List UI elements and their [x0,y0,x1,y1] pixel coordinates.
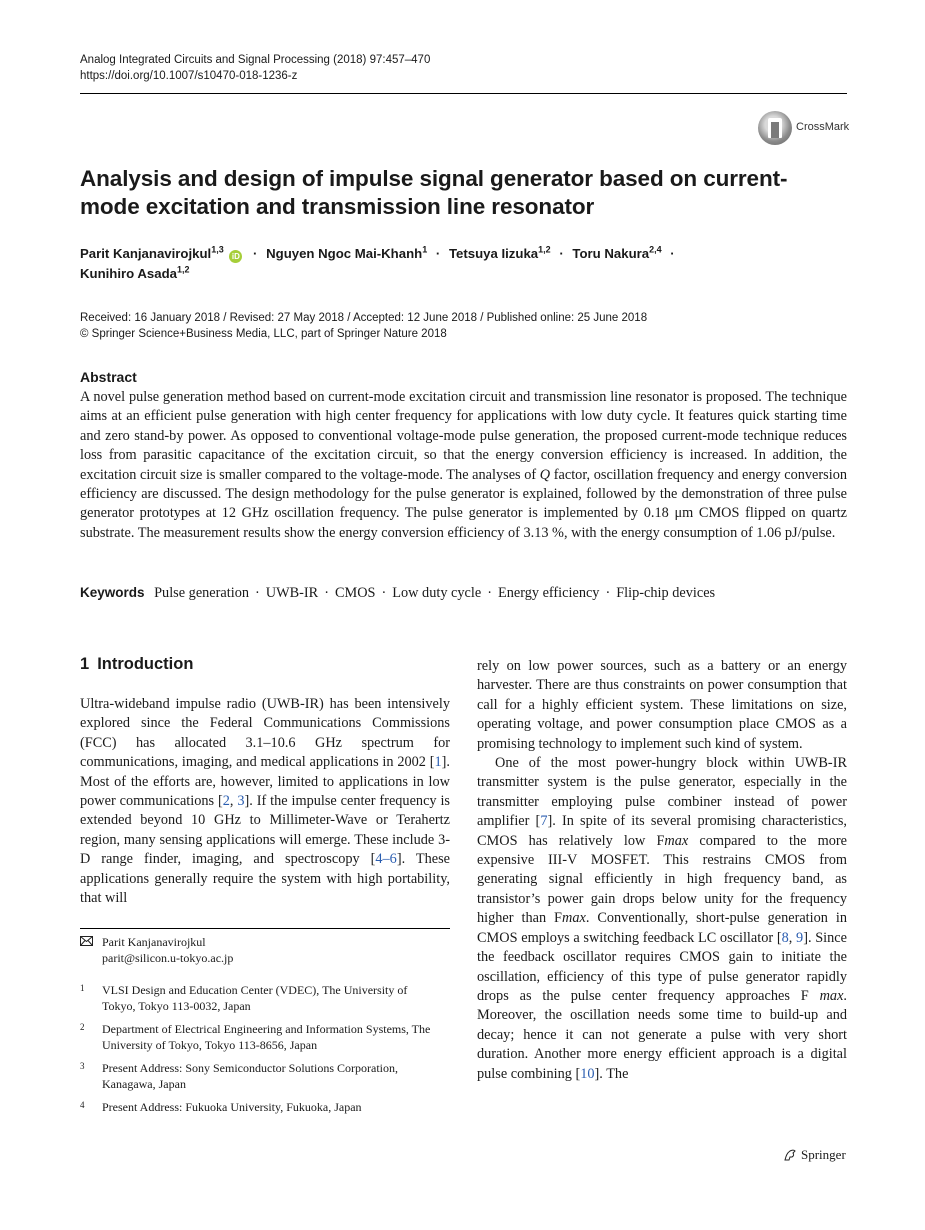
math-subscript: max [664,832,689,849]
copyright-notice: © Springer Science+Business Media, LLC, part of Springer Nature 2018 [80,328,447,340]
keyword-separator: · [605,585,611,601]
keywords-label: Keywords [80,585,145,600]
author-name: Nguyen Ngoc Mai-Khanh [266,246,423,261]
footnote-number: 4 [80,1100,85,1110]
contact-email[interactable]: parit@silicon.u-tokyo.ac.jp [102,951,234,965]
keyword: Flip-chip devices [616,585,716,601]
abstract-q-symbol: Q [539,466,551,483]
header-divider [80,93,847,94]
crossmark-icon [758,111,792,145]
springer-horse-icon [783,1148,797,1162]
text-run: ]. If the impulse center frequency is extended beyond 10 GHz to Millimeter-Wave or Terahertz region, many sensing applications will emerge. These include 3-D range finder, imaging, and spectroscopy [ [80,793,450,868]
author-name: Toru Nakura [572,246,650,261]
keyword-separator: · [324,585,329,601]
keyword-separator: · [381,585,387,601]
citation-link[interactable]: 2 [222,793,230,810]
footnote-text: Present Address: Fukuoka University, Fukuoka, Japan [102,1100,362,1114]
text-run: ]. In spite of its several promising characteristics, CMOS has relatively low F [477,813,847,849]
text-run: , [229,793,238,810]
affiliation-footnote [80,982,440,1014]
keyword: Low duty cycle [392,585,482,601]
affiliation-footnote [80,1099,440,1115]
footnote-text: Department of Electrical Engineering and Information Systems, The University of Tokyo, Tokyo 113-8656, Japan [102,1022,431,1052]
contact-name: Parit Kanjanavirojkul [102,935,206,949]
section-heading-introduction [80,655,193,674]
author-separator: · [253,246,258,261]
author-name: Parit Kanjanavirojkul [80,246,212,261]
publication-dates: Received: 16 January 2018 / Revised: 27 May 2018 / Accepted: 12 June 2018 / Published online: 25 June 2018 [80,312,648,324]
author-affiliation: 1 [422,244,428,255]
author-affiliation: 1,2 [538,244,551,255]
abstract-text [80,388,847,543]
intro-right-column [477,657,847,1084]
author-list [80,244,800,284]
footnote-divider [80,928,450,929]
section-number: 1 [80,655,90,673]
intro-left-column [80,695,450,908]
citation-link[interactable]: 4–6 [375,851,397,868]
intro-paragraph [80,695,450,908]
abstract-part: factor, oscillation frequency and energy conversion efficiency are discussed. The design methodology for the pulse generator is explained, followed by the demonstration of three pulse generator prototypes at 12 GHz oscillation frequency. The pulse generator is implemented by 0.18 μm CMOS flipped on quartz substrate. The measurement results show the energy conversion efficiency of 3.13 %, with the energy consumption of 1.06 pJ/pulse. [80,466,847,541]
keywords-line [80,583,847,603]
footnote-number: 1 [80,983,85,993]
text-run: ]. Since the feedback oscillator requires CMOS gain to initiate the oscillation, efficiency of this type of pulse generator rapidly drops as the pulse center frequency approaches F [477,929,847,1004]
crossmark-badge[interactable] [758,111,850,147]
abstract-heading: Abstract [80,369,137,385]
math-subscript: max [819,987,844,1004]
footnote-number: 2 [80,1022,85,1032]
publisher-name: Springer [801,1147,846,1162]
keyword: Energy efficiency [497,585,600,601]
orcid-icon[interactable]: iD [229,250,242,263]
author-separator: · [435,246,441,261]
publisher-logo [783,1145,846,1165]
envelope-icon [80,936,93,946]
keyword: Pulse generation [154,585,250,601]
abstract-part: A novel pulse generation method based on current-mode excitation circuit and transmission line resonator is proposed. The technique aims at an efficient pulse generation with high center frequency for applications with low duty cycle. It features quick starting time and zero stand-by power. As opposed to conventional voltage-mode pulse generation, the proposed current-mode technique reduces loss from parasitic capacitance of the excitation circuit, so that the energy conversion efficiency is increased. In addition, the excitation circuit size is smaller compared to the voltage-mode. The analyses of [80,389,847,483]
journal-header [80,52,430,84]
text-run: One of the most power-hungry block within UWB-IR transmitter system is the pulse generator, especially in the transmitter employing pulse combiner instead of power amplifier [ [477,755,847,830]
text-run: ]. Most of the efforts are, however, limited to applications in low power communications [ [80,754,450,810]
footnote-text: VLSI Design and Education Center (VDEC), The University of Tokyo, Tokyo 113-0032, Japan [102,983,408,1013]
citation-link[interactable]: 1 [434,754,442,771]
math-subscript: max [562,910,586,927]
author-affiliation: 2,4 [649,244,662,255]
text-run: , [788,929,797,946]
citation-link[interactable]: 7 [540,813,548,830]
doi-link[interactable]: https://doi.org/10.1007/s10470-018-1236-z [80,70,298,82]
footnote-number: 3 [80,1061,85,1071]
author-separator: · [670,246,675,261]
keyword: CMOS [334,585,376,601]
corresponding-author [102,934,233,966]
citation-link[interactable]: 3 [237,793,245,810]
keyword: UWB-IR [265,585,319,601]
journal-citation: Analog Integrated Circuits and Signal Processing (2018) 97:457–470 [80,54,431,66]
citation-link[interactable]: 9 [796,929,804,946]
text-run: Ultra-wideband impulse radio (UWB-IR) has been intensively explored since the Federal Communications Commissions (FCC) has allocated 3.1–10.6 GHz spectrum for communications, imaging, and medical applications in 2002 [ [80,696,450,771]
author-name: Kunihiro Asada [80,266,177,281]
footnote-text: Present Address: Sony Semiconductor Solutions Corporation, Kanagawa, Japan [102,1061,398,1091]
author-separator: · [559,246,564,261]
crossmark-label: CrossMark [796,121,850,133]
intro-paragraph: rely on low power sources, such as a battery or an energy harvester. There are thus constraints on power consumption that call for a highly efficient system. These limitations on size, operating voltage, and power consumption place CMOS as a promising technology to implement such kind of system. [477,658,847,752]
section-title: Introduction [97,655,194,673]
text-run: ]. These applications generally require the system with high portability, that will [80,851,450,907]
citation-link[interactable]: 8 [781,929,789,946]
paper-title: Analysis and design of impulse signal generator based on current-mode excitation and transmission line resonator [80,166,788,219]
author-affiliation: 1,2 [176,264,190,275]
text-run: . Moreover, the oscillation needs some time to build-up and decay; hence it can not generate a pulse with very short duration. Another more energy efficient approach is a digital pulse combining [ [477,987,847,1082]
affiliation-footnote [80,1021,440,1053]
keyword-separator: · [487,585,492,601]
author-affiliation: 1,3 [211,244,224,255]
citation-link[interactable]: 10 [580,1065,595,1082]
text-run: ]. The [594,1065,629,1082]
text-run: compared to the more expensive III-V MOSFET. This restrains CMOS from generating signal efficiently in high frequency band, as transistor’s power gain drops below unity for the frequency higher than F [477,832,847,927]
intro-paragraph [477,754,847,1084]
keyword-separator: · [255,585,260,601]
text-run: . Conventionally, short-pulse generation in CMOS employs a switching feedback LC oscillator [ [477,910,847,946]
author-name: Tetsuya Iizuka [448,246,539,261]
affiliation-footnote [80,1060,440,1092]
